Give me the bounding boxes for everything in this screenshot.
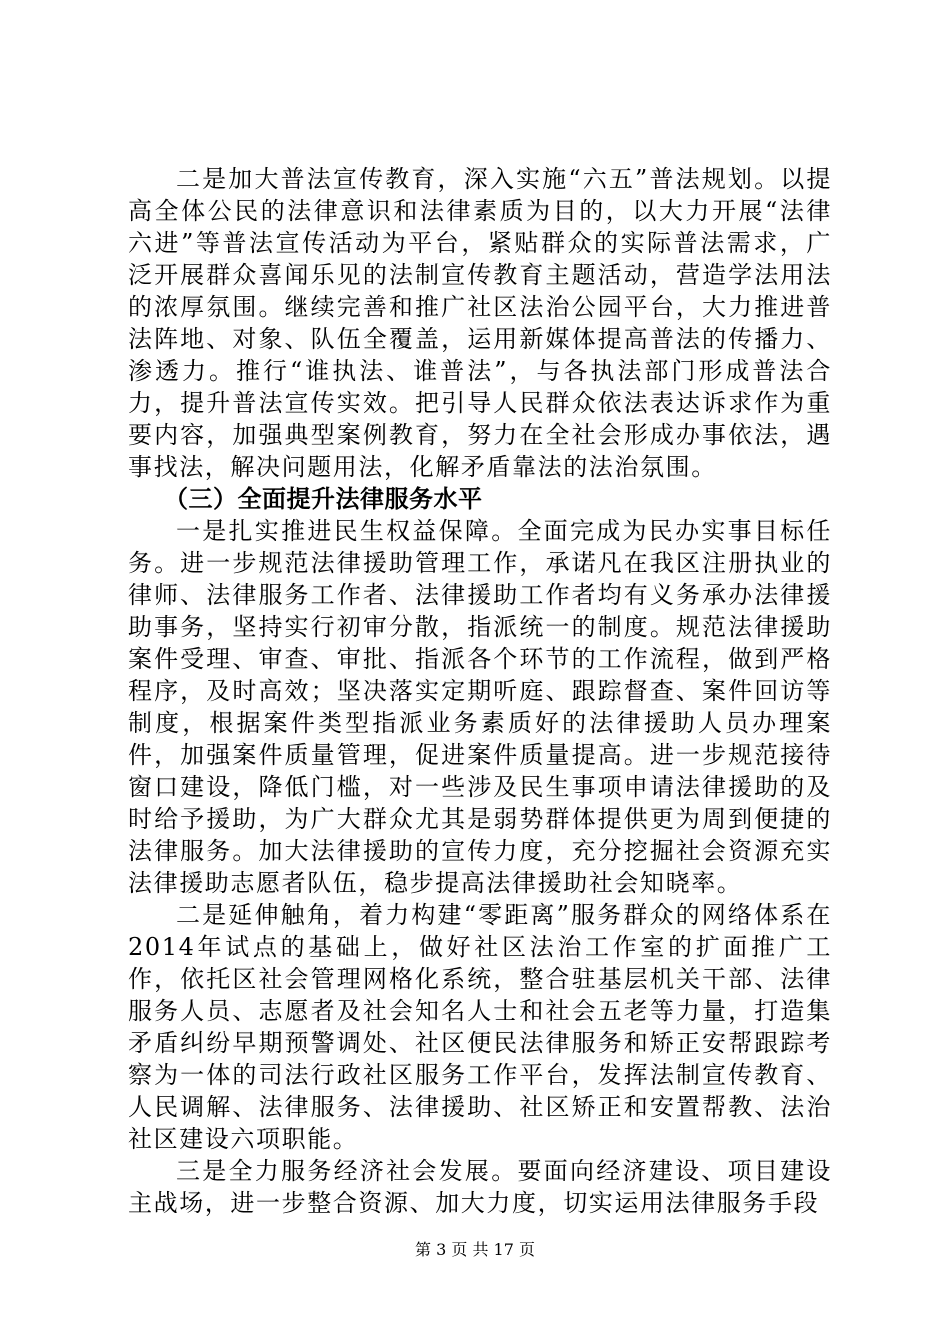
paragraph-economic-service: 三是全力服务经济社会发展。要面向经济建设、项目建设主战场，进一步整合资源、加大力度，切实运用法律服务手段 [128,1157,832,1217]
section-heading: （三）全面提升法律服务水平 [164,485,483,513]
paragraph-service-network: 二是延伸触角，着力构建“零距离”服务群众的网络体系在2014年试点的基础上，做好社区法治工作室的扩面推广工作，依托区社会管理网格化系统，整合驻基层机关干部、法律服务人员、志愿者及社会知名人士和社会五老等力量，打造集矛盾纠纷早期预警调处、社区便民法律服务和矫正安帮跟踪考察为一体的司法行政社区服务工作平台，发挥法制宣传教育、人民调解、法律服务、法律援助、社区矫正和安置帮教、法治社区建设六项职能。 [128,901,832,1153]
paragraph-livelihood-rights: 一是扎实推进民生权益保障。全面完成为民办实事目标任务。进一步规范法律援助管理工作，承诺凡在我区注册执业的律师、法律服务工作者、法律援助工作者均有义务承办法律援助事务，坚持实行初审分散，指派统一的制度。规范法律援助案件受理、审查、审批、指派各个环节的工作流程，做到严格程序，及时高效；坚决落实定期听庭、跟踪督查、案件回访等制度，根据案件类型指派业务素质好的法律援助人员办理案件，加强案件质量管理，促进案件质量提高。进一步规范接待窗口建设，降低门槛，对一些涉及民生事项申请法律援助的及时给予援助，为广大群众尤其是弱势群体提供更为周到便捷的法律服务。加大法律援助的宣传力度，充分挖掘社会资源充实法律援助志愿者队伍，稳步提高法律援助社会知晓率。 [128,517,832,897]
document-body [128,163,832,1219]
paragraph-popularize-law: 二是加大普法宣传教育，深入实施“六五”普法规划。以提高全体公民的法律意识和法律素质为目的，以大力开展“法律六进”等普法宣传活动为平台，紧贴群众的实际普法需求，广泛开展群众喜闻乐见的法制宣传教育主题活动，营造学法用法的浓厚氛围。继续完善和推广社区法治公园平台，大力推进普法阵地、对象、队伍全覆盖，运用新媒体提高普法的传播力、渗透力。推行“谁执法、谁普法”，与各执法部门形成普法合力，提升普法宣传实效。把引导人民群众依法表达诉求作为重要内容，加强典型案例教育，努力在全社会形成办事依法，遇事找法，解决问题用法，化解矛盾靠法的法治氛围。 [128,165,832,481]
page-footer: 第 3 页 共 17 页 [415,1240,535,1259]
